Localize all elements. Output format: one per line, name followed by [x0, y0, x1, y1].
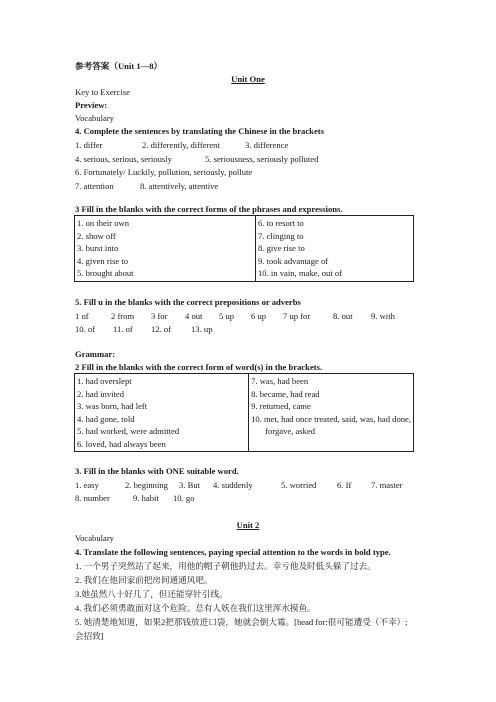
list-item: 3. was born, had left — [77, 401, 148, 411]
answer: 10. go — [173, 493, 195, 503]
translation-line: 5. 她清楚地知道，如果2把那钱放进口袋，她就会倒大霉。[head for:很可能遭受（不幸）; — [75, 617, 408, 627]
answer: 3. difference — [245, 140, 289, 150]
list-item: 2. had invited — [77, 388, 125, 399]
answer: 7. attention — [75, 181, 114, 191]
list-item: 4. had gone, told — [77, 413, 135, 424]
translation-line: 2. 我们在他回家前把房间通通风吧。 — [75, 575, 213, 585]
list-item: forgave, asked — [265, 426, 316, 436]
answer: 2. differently, different — [142, 140, 220, 150]
grammar-table — [74, 373, 414, 452]
grammar-label: Grammar: — [75, 349, 116, 359]
unit-2-exercise-4-heading: 4. Translate the following sentences, paying special attention to the words in bold type. — [75, 547, 391, 557]
list-item: 6. loved, had always been — [77, 438, 166, 449]
preview-label: Preview: — [75, 100, 108, 110]
exercise-3-heading: 3 Fill in the blanks with the correct forms of the phrases and expressions. — [75, 204, 343, 214]
list-item: 2. show off — [77, 230, 116, 241]
unit-2-heading: Unit 2 — [236, 520, 260, 530]
answer: 5. worried — [281, 480, 317, 490]
table-left-column — [75, 216, 256, 282]
key-to-exercise: Key to Exercise — [75, 87, 130, 97]
grammar-heading: 2 Fill in the blanks with the correct form of word(s) in the brackets. — [75, 362, 323, 372]
exercise-5-heading: 5. Fill u in the blanks with the correct prepositions or adverbs — [75, 297, 301, 307]
table-right-column — [256, 216, 414, 282]
answer: 2 from — [111, 311, 135, 321]
list-item: 10. in vain, make, out of — [258, 268, 343, 278]
list-item: 4. given rise to — [77, 255, 129, 266]
list-item: 3. burst into — [77, 243, 119, 253]
answer: 13. up — [191, 324, 213, 334]
answer: 4 out — [185, 311, 203, 321]
answer: 7 up for — [283, 311, 311, 321]
list-item: 5. brought about — [77, 268, 134, 278]
list-item: 1. on their own — [77, 218, 130, 228]
answer: 10. of — [75, 324, 96, 334]
list-item: 8. became, had read — [251, 388, 320, 399]
list-item: 8. give rise to — [258, 243, 305, 253]
translation-line: 3.她虽然八十好几了，但还能穿针引线。 — [75, 589, 228, 599]
page-title: 参考答案（Unit 1—8） — [75, 61, 163, 71]
answer: 6. If — [337, 480, 352, 490]
table-left-column — [75, 374, 249, 452]
vocabulary-label: Vocabulary — [75, 113, 114, 123]
exercise-3b-heading: 3. Fill in the blanks with ONE suitable word. — [75, 466, 239, 476]
list-item: 1. had overslept — [77, 376, 132, 386]
answer: 4. suddenly — [213, 480, 253, 490]
translation-line: 4. 我们必须勇敢面对这个危险。总有人妖在我们这里浑水摸鱼。 — [75, 603, 316, 613]
answer: 6. Fortunately/ Luckily, pollution, seriously, pollute — [75, 167, 253, 177]
list-item: 10. met, had once treated, said, was, had done, — [251, 413, 411, 424]
answer: 7. master — [371, 480, 403, 490]
answer: 9. habit — [133, 493, 159, 503]
answer: 3 for — [151, 311, 168, 321]
list-item: 6. to resort to — [258, 218, 304, 228]
answer: 9. with — [371, 311, 395, 321]
answer: 1. differ — [75, 140, 103, 150]
unit-one-heading: Unit One — [231, 74, 265, 84]
translation-line: 1. 一个男子突然站了起来，用他的帽子朝他扔过去。幸亏他及时低头躲了过去。 — [75, 561, 376, 571]
answer: 1. easy — [75, 480, 99, 490]
answer: 5 up — [219, 311, 235, 321]
answer: 8. number — [75, 493, 110, 503]
unit-2-vocabulary-label: Vocabulary — [75, 533, 114, 543]
list-item: 7. was, had been — [251, 376, 309, 386]
list-item: 5. had worked, were admitted — [77, 426, 180, 436]
answer: 4. serious, serious, seriously — [75, 154, 172, 164]
answer: 2. beginning — [125, 480, 168, 490]
answer: 5. seriousness, seriously polluted — [205, 154, 319, 164]
answer: 8. attentively, attentive — [140, 181, 219, 191]
answer: 1 of — [75, 311, 89, 321]
list-item: 7. clinging to — [258, 230, 304, 241]
answer: 3. But — [179, 480, 201, 490]
table-right-column — [249, 374, 414, 452]
exercise-4-heading: 4. Complete the sentences by translating the Chinese in the brackets — [75, 126, 324, 136]
translation-line: 会招致] — [75, 631, 104, 641]
answer: 11. of — [113, 324, 133, 334]
list-item: 9. took advantage of — [258, 255, 329, 266]
answer: 12. of — [151, 324, 172, 334]
answer: 6 up — [251, 311, 267, 321]
exercise-3-table — [74, 215, 414, 282]
list-item: 9. returned, came — [251, 401, 311, 411]
answer: 8. out — [333, 311, 353, 321]
